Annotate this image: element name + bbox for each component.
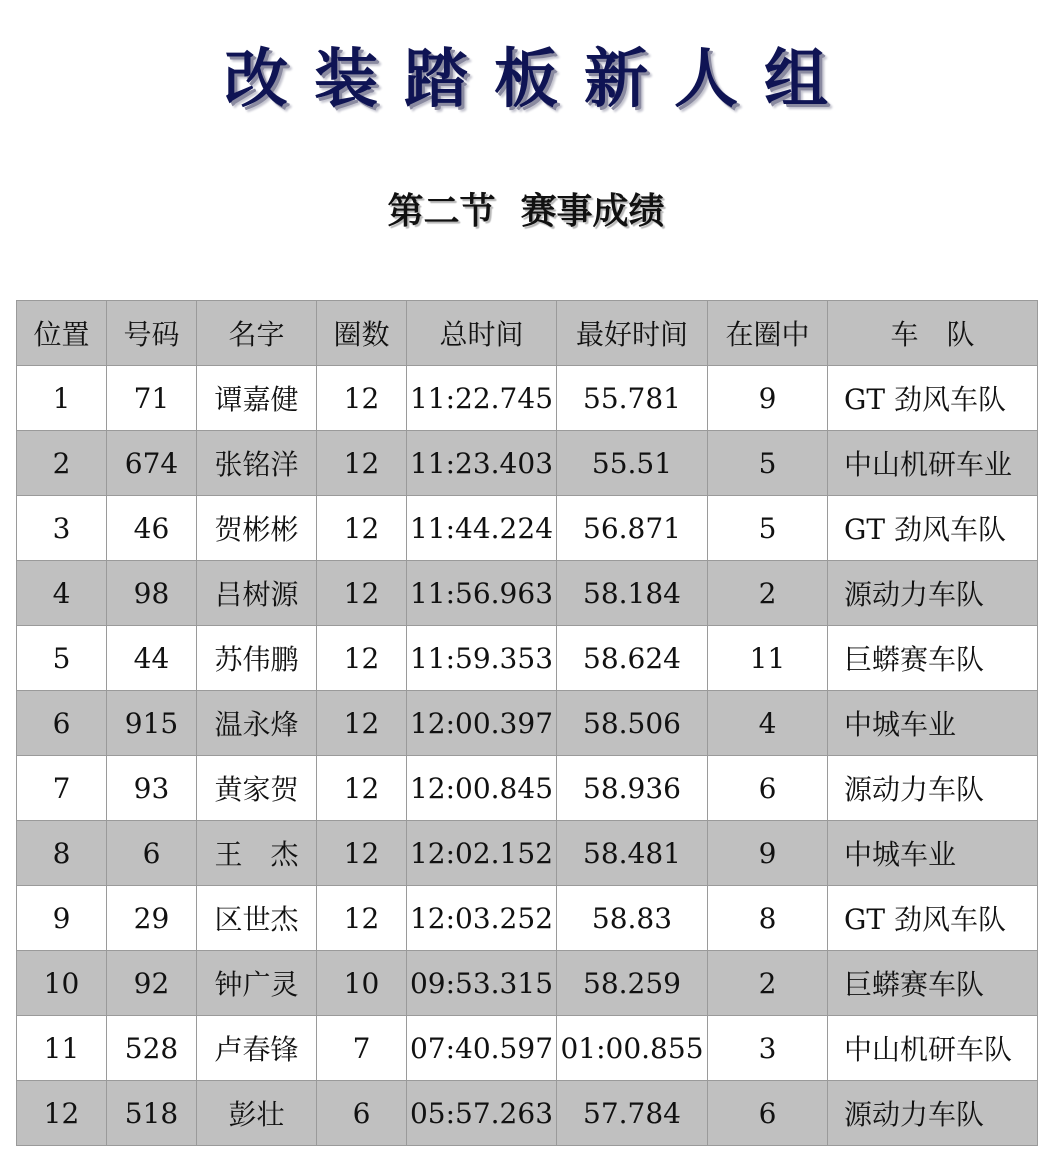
total-time-cell: 12:02.152 <box>407 821 557 886</box>
team-cell: 巨蟒赛车队 <box>828 626 1038 691</box>
name-cell: 钟广灵 <box>197 951 317 1016</box>
table-row <box>17 691 1038 756</box>
best-time-cell: 58.83 <box>557 886 708 951</box>
total-time-cell: 12:00.397 <box>407 691 557 756</box>
table-row <box>17 1016 1038 1081</box>
total-time-cell: 11:23.403 <box>407 431 557 496</box>
section-subtitle: 第二节 赛事成绩 <box>387 190 665 232</box>
best-time-cell: 58.481 <box>557 821 708 886</box>
number-cell: 92 <box>107 951 197 1016</box>
name-cell: 卢春锋 <box>197 1016 317 1081</box>
position-cell: 6 <box>17 691 107 756</box>
in-lap-cell: 4 <box>708 691 828 756</box>
laps-cell: 12 <box>317 756 407 821</box>
number-cell: 71 <box>107 366 197 431</box>
number-cell: 518 <box>107 1081 197 1146</box>
position-cell: 11 <box>17 1016 107 1081</box>
team-cell: 中城车业 <box>828 691 1038 756</box>
table-row <box>17 431 1038 496</box>
header-number: 号码 <box>107 301 197 366</box>
total-time-cell: 12:03.252 <box>407 886 557 951</box>
laps-cell: 12 <box>317 886 407 951</box>
team-cell: GT 劲风车队 <box>828 366 1038 431</box>
position-cell: 9 <box>17 886 107 951</box>
name-cell: 黄家贺 <box>197 756 317 821</box>
in-lap-cell: 3 <box>708 1016 828 1081</box>
header-position: 位置 <box>17 301 107 366</box>
best-time-cell: 57.784 <box>557 1081 708 1146</box>
laps-cell: 12 <box>317 561 407 626</box>
header-in-lap: 在圈中 <box>708 301 828 366</box>
best-time-cell: 58.936 <box>557 756 708 821</box>
header-best-time: 最好时间 <box>557 301 708 366</box>
total-time-cell: 11:44.224 <box>407 496 557 561</box>
in-lap-cell: 5 <box>708 496 828 561</box>
in-lap-cell: 11 <box>708 626 828 691</box>
name-cell: 张铭洋 <box>197 431 317 496</box>
laps-cell: 12 <box>317 496 407 561</box>
name-cell: 王 杰 <box>197 821 317 886</box>
laps-cell: 10 <box>317 951 407 1016</box>
position-cell: 5 <box>17 626 107 691</box>
position-cell: 8 <box>17 821 107 886</box>
number-cell: 98 <box>107 561 197 626</box>
table-row <box>17 496 1038 561</box>
name-cell: 区世杰 <box>197 886 317 951</box>
table-row <box>17 756 1038 821</box>
total-time-cell: 07:40.597 <box>407 1016 557 1081</box>
number-cell: 674 <box>107 431 197 496</box>
team-cell: GT 劲风车队 <box>828 496 1038 561</box>
in-lap-cell: 8 <box>708 886 828 951</box>
position-cell: 3 <box>17 496 107 561</box>
name-cell: 吕树源 <box>197 561 317 626</box>
team-cell: 中城车业 <box>828 821 1038 886</box>
position-cell: 7 <box>17 756 107 821</box>
header-name: 名字 <box>197 301 317 366</box>
laps-cell: 12 <box>317 431 407 496</box>
name-cell: 苏伟鹏 <box>197 626 317 691</box>
number-cell: 29 <box>107 886 197 951</box>
in-lap-cell: 5 <box>708 431 828 496</box>
total-time-cell: 09:53.315 <box>407 951 557 1016</box>
table-row <box>17 951 1038 1016</box>
best-time-cell: 58.184 <box>557 561 708 626</box>
table-header-row <box>17 301 1038 366</box>
name-cell: 彭壮 <box>197 1081 317 1146</box>
total-time-cell: 05:57.263 <box>407 1081 557 1146</box>
laps-cell: 12 <box>317 691 407 756</box>
position-cell: 12 <box>17 1081 107 1146</box>
position-cell: 10 <box>17 951 107 1016</box>
laps-cell: 6 <box>317 1081 407 1146</box>
laps-cell: 12 <box>317 821 407 886</box>
laps-cell: 12 <box>317 626 407 691</box>
in-lap-cell: 9 <box>708 366 828 431</box>
best-time-cell: 55.781 <box>557 366 708 431</box>
header-laps: 圈数 <box>317 301 407 366</box>
team-cell: 巨蟒赛车队 <box>828 951 1038 1016</box>
number-cell: 46 <box>107 496 197 561</box>
best-time-cell: 01:00.855 <box>557 1016 708 1081</box>
number-cell: 93 <box>107 756 197 821</box>
number-cell: 915 <box>107 691 197 756</box>
results-table <box>16 300 1038 1146</box>
number-cell: 44 <box>107 626 197 691</box>
position-cell: 2 <box>17 431 107 496</box>
best-time-cell: 58.506 <box>557 691 708 756</box>
table-row <box>17 626 1038 691</box>
in-lap-cell: 2 <box>708 951 828 1016</box>
header-total-time: 总时间 <box>407 301 557 366</box>
team-cell: 源动力车队 <box>828 1081 1038 1146</box>
position-cell: 4 <box>17 561 107 626</box>
total-time-cell: 11:22.745 <box>407 366 557 431</box>
page-title: 改装踏板新人组 <box>224 42 854 117</box>
table-row <box>17 561 1038 626</box>
best-time-cell: 58.624 <box>557 626 708 691</box>
best-time-cell: 55.51 <box>557 431 708 496</box>
total-time-cell: 11:56.963 <box>407 561 557 626</box>
total-time-cell: 12:00.845 <box>407 756 557 821</box>
best-time-cell: 58.259 <box>557 951 708 1016</box>
number-cell: 528 <box>107 1016 197 1081</box>
team-cell: GT 劲风车队 <box>828 886 1038 951</box>
team-cell: 源动力车队 <box>828 561 1038 626</box>
laps-cell: 7 <box>317 1016 407 1081</box>
header-team: 车 队 <box>828 301 1038 366</box>
number-cell: 6 <box>107 821 197 886</box>
team-cell: 中山机研车队 <box>828 1016 1038 1081</box>
name-cell: 温永烽 <box>197 691 317 756</box>
in-lap-cell: 6 <box>708 756 828 821</box>
total-time-cell: 11:59.353 <box>407 626 557 691</box>
table-row <box>17 1081 1038 1146</box>
in-lap-cell: 2 <box>708 561 828 626</box>
team-cell: 源动力车队 <box>828 756 1038 821</box>
in-lap-cell: 9 <box>708 821 828 886</box>
table-row <box>17 366 1038 431</box>
name-cell: 谭嘉健 <box>197 366 317 431</box>
name-cell: 贺彬彬 <box>197 496 317 561</box>
laps-cell: 12 <box>317 366 407 431</box>
table-row <box>17 886 1038 951</box>
best-time-cell: 56.871 <box>557 496 708 561</box>
team-cell: 中山机研车业 <box>828 431 1038 496</box>
in-lap-cell: 6 <box>708 1081 828 1146</box>
position-cell: 1 <box>17 366 107 431</box>
table-row <box>17 821 1038 886</box>
